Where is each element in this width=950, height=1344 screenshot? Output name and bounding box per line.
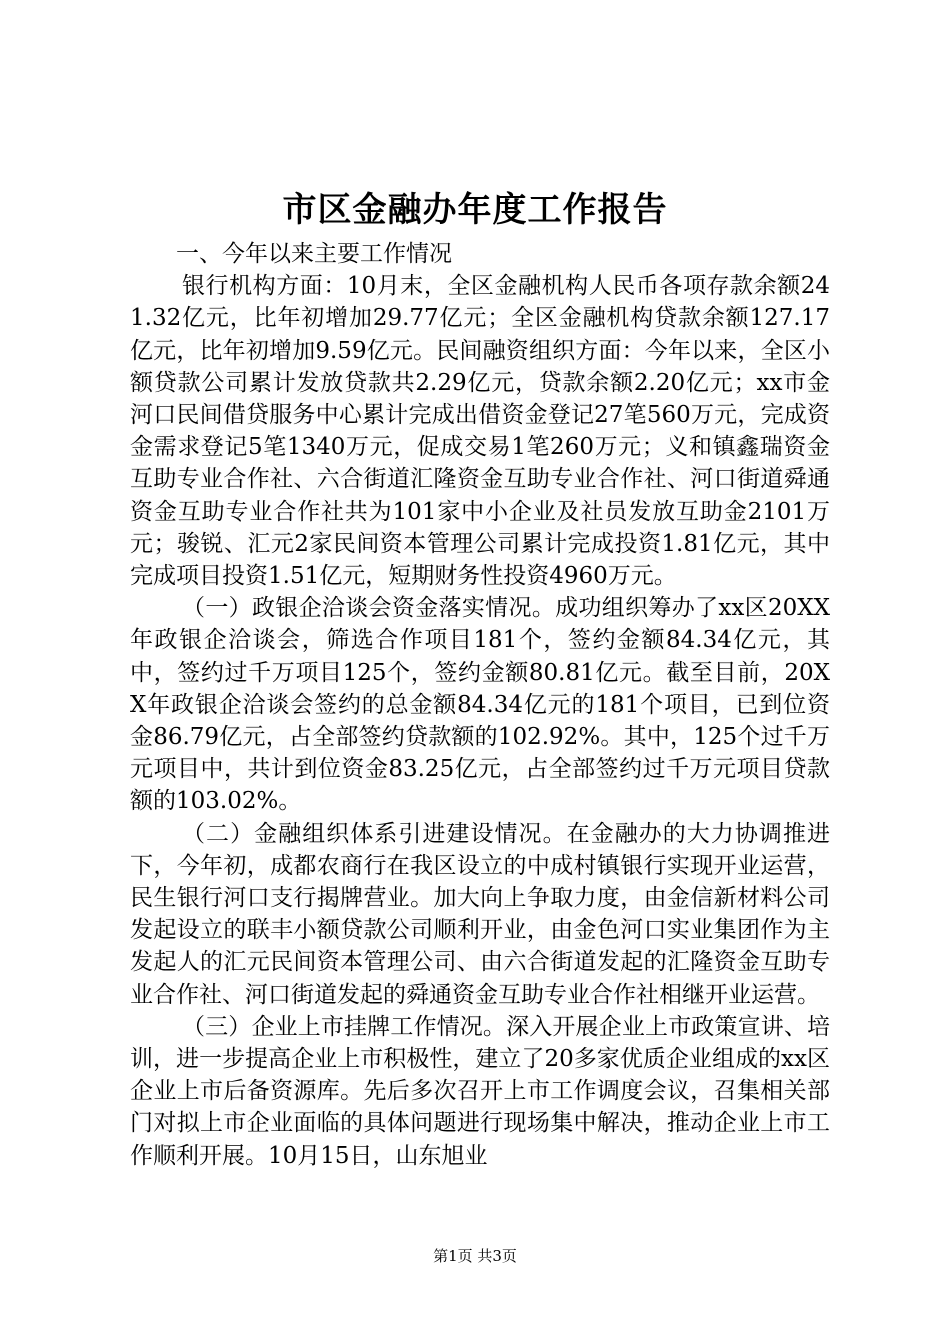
document-body	[130, 238, 830, 1172]
paragraph-negotiation-funds: （一）政银企洽谈会资金落实情况。成功组织筹办了xx区20XX年政银企洽谈会，筛选合作项目181个，签约金额84.34亿元，其中，签约过千万项目125个，签约金额80.81亿元。截至目前，20XX年政银企洽谈会签约的总金额84.34亿元的181个项目，已到位资金86.79亿元，占全部签约贷款额的102.92%。其中，125个过千万元项目中，共计到位资金83.25亿元，占全部签约过千万元项目贷款额的103.02%。	[130, 595, 830, 815]
paragraph-listing-work: （三）企业上市挂牌工作情况。深入开展企业上市政策宣讲、培训，进一步提高企业上市积极性，建立了20多家优质企业组成的xx区企业上市后备资源库。先后多次召开上市工作调度会议，召集相关部门对拟上市企业面临的具体问题进行现场集中解决，推动企业上市工作顺利开展。10月15日，山东旭业	[130, 1013, 830, 1169]
page-indicator: 第1页 共3页	[433, 1247, 517, 1265]
section-heading: 一、今年以来主要工作情况	[176, 241, 452, 267]
page-footer	[0, 1246, 950, 1266]
paragraph-banking: 银行机构方面：10月末，全区金融机构人民币各项存款余额241.32亿元，比年初增加29.77亿元；全区金融机构贷款余额127.17亿元，比年初增加9.59亿元。民间融资组织方面：今年以来，全区小额贷款公司累计发放贷款共2.29亿元，贷款余额2.20亿元；xx市金河口民间借贷服务中心累计完成出借资金登记27笔560万元，完成资金需求登记5笔1340万元，促成交易1笔260万元；义和镇鑫瑞资金互助专业合作社、六合街道汇隆资金互助专业合作社、河口街道舜通资金互助专业合作社共为101家中小企业及社员发放互助金2101万元；骏锐、汇元2家民间资本管理公司累计完成投资1.81亿元，其中完成项目投资1.51亿元，短期财务性投资4960万元。	[130, 273, 830, 590]
document-title: 市区金融办年度工作报告	[282, 190, 668, 230]
paragraph-financial-organizations: （二）金融组织体系引进建设情况。在金融办的大力协调推进下，今年初，成都农商行在我区设立的中成村镇银行实现开业运营，民生银行河口支行揭牌营业。加大向上争取力度，由金信新材料公司发起设立的联丰小额贷款公司顺利开业，由金色河口实业集团作为主发起人的汇元民间资本管理公司、由六合街道发起的汇隆资金互助专业合作社、河口街道发起的舜通资金互助专业合作社相继开业运营。	[130, 820, 830, 1008]
